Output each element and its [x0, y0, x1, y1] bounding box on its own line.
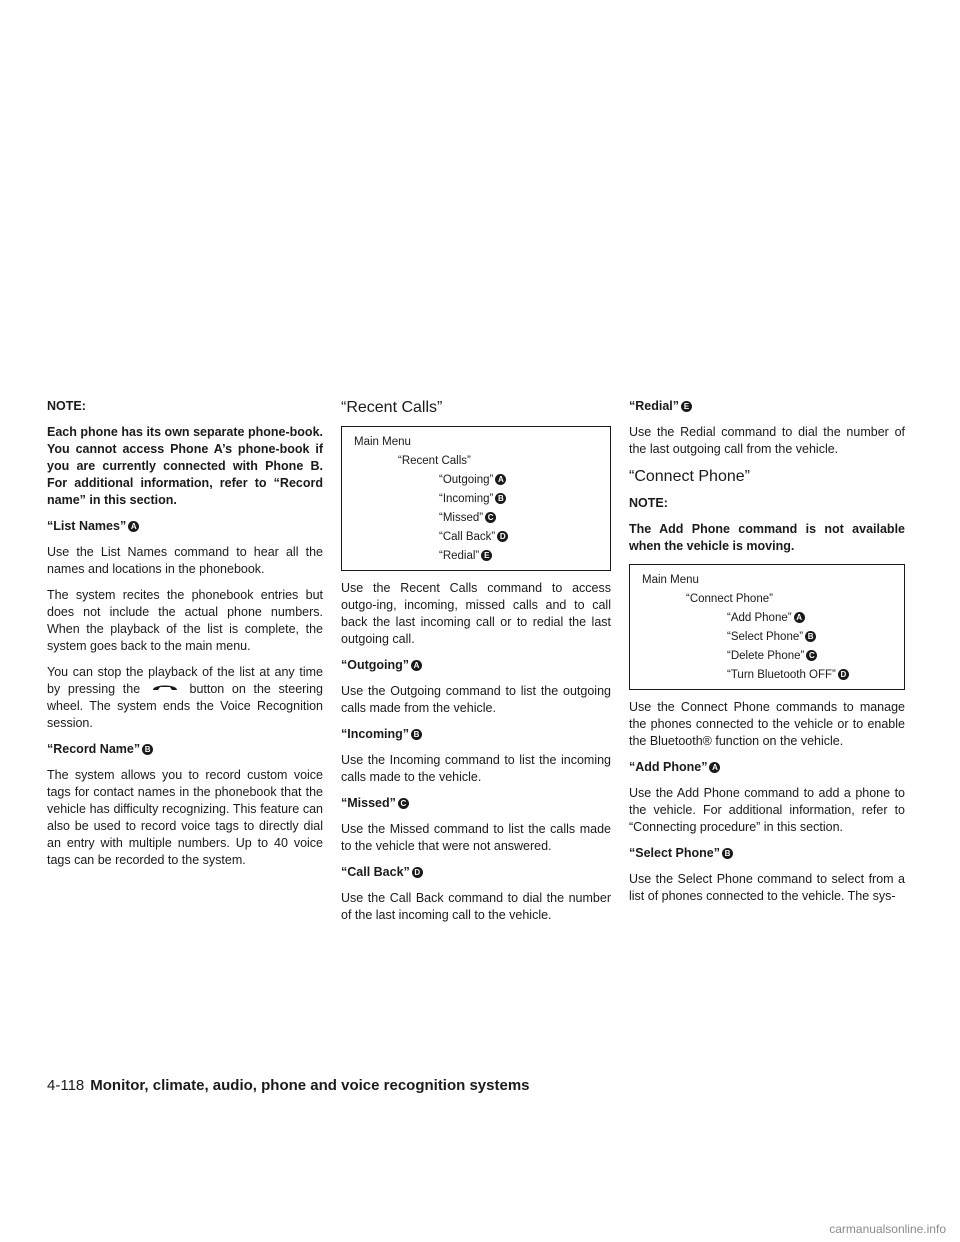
callout-b-icon: B	[722, 848, 733, 859]
list-names-heading: “List Names” A	[47, 518, 323, 535]
callout-a-icon: A	[794, 612, 805, 623]
callout-a-icon: A	[709, 762, 720, 773]
stop-playback-text: You can stop the playback of the list at any time by pressing the button on the steering wheel. The system ends the Voice Recognition session.	[47, 665, 323, 730]
recent-calls-title: “Recent Calls”	[341, 399, 443, 416]
menu-item: “Redial” E	[354, 547, 610, 566]
right-column	[629, 398, 905, 914]
callout-b-icon: B	[805, 631, 816, 642]
left-column	[47, 398, 323, 878]
menu-root: Main Menu	[354, 436, 411, 448]
recent-calls-menu-tree	[341, 426, 611, 571]
record-name-heading: “Record Name” B	[47, 741, 323, 758]
menu-item: “Outgoing” A	[354, 471, 610, 490]
outgoing-desc: Use the Outgoing command to list the outgoing calls made from the vehicle.	[341, 684, 611, 715]
call-back-desc: Use the Call Back command to dial the number of the last incoming call to the vehicle.	[341, 891, 611, 922]
missed-desc: Use the Missed command to list the calls made to the vehicle that were not answered.	[341, 822, 611, 853]
callout-e-icon: E	[481, 550, 492, 561]
add-phone-heading: “Add Phone” A	[629, 759, 905, 776]
page-footer	[47, 1076, 927, 1096]
menu-root: Main Menu	[642, 574, 699, 586]
callout-d-icon: D	[412, 867, 423, 878]
list-names-desc: Use the List Names command to hear all the names and locations in the phonebook.	[47, 545, 323, 576]
note-text: The Add Phone command is not available when the vehicle is moving.	[629, 522, 905, 553]
recent-calls-intro: Use the Recent Calls command to access outgo-ing, incoming, missed calls and to call back the last incoming call or to redial the last outgoing call.	[341, 581, 611, 646]
connect-phone-title: “Connect Phone”	[629, 468, 750, 485]
menu-item: “Add Phone” A	[642, 609, 904, 628]
note-text: Each phone has its own separate phone-book. You cannot access Phone A’s phone-book if you are currently connected with Phone B. For additional information, refer to “Record name” in this section.	[47, 425, 323, 507]
redial-heading: “Redial” E	[629, 398, 905, 415]
callout-d-icon: D	[497, 531, 508, 542]
phone-hang-up-icon	[148, 681, 182, 693]
call-back-heading: “Call Back” D	[341, 864, 611, 881]
menu-sub: “Recent Calls”	[398, 455, 471, 467]
menu-item: “Turn Bluetooth OFF” D	[642, 666, 904, 685]
add-phone-desc: Use the Add Phone command to add a phone to the vehicle. For additional information, refer to “Connecting procedure” in this section.	[629, 786, 905, 834]
note-label: NOTE:	[629, 496, 668, 510]
menu-item: “Missed” C	[354, 509, 610, 528]
chapter-title: Monitor, climate, audio, phone and voice recognition systems	[90, 1077, 530, 1094]
incoming-desc: Use the Incoming command to list the incoming calls made to the vehicle.	[341, 753, 611, 784]
record-name-desc: The system allows you to record custom voice tags for contact names in the phonebook that the vehicle has difficulty recognizing. This feature can also be used to record voice tags to directly dial an entry with multiple numbers. Up to 40 voice tags can be recorded to the system.	[47, 768, 323, 867]
note-label: NOTE:	[47, 399, 86, 413]
callout-e-icon: E	[681, 401, 692, 412]
menu-item: “Incoming” B	[354, 490, 610, 509]
callout-c-icon: C	[806, 650, 817, 661]
callout-d-icon: D	[838, 669, 849, 680]
callout-a-icon: A	[128, 521, 139, 532]
callout-a-icon: A	[411, 660, 422, 671]
menu-item: “Select Phone” B	[642, 628, 904, 647]
incoming-heading: “Incoming” B	[341, 726, 611, 743]
menu-item: “Delete Phone” C	[642, 647, 904, 666]
list-names-playback: The system recites the phonebook entries but does not include the actual phone numbers. When the playback of the list is complete, the system goes back to the main menu.	[47, 588, 323, 653]
callout-b-icon: B	[411, 729, 422, 740]
connect-phone-intro: Use the Connect Phone commands to manage the phones connected to the vehicle or to enable the Bluetooth® function on the vehicle.	[629, 700, 905, 748]
menu-sub: “Connect Phone”	[686, 593, 773, 605]
callout-a-icon: A	[495, 474, 506, 485]
connect-phone-menu-tree	[629, 564, 905, 690]
callout-c-icon: C	[485, 512, 496, 523]
callout-b-icon: B	[142, 744, 153, 755]
missed-heading: “Missed” C	[341, 795, 611, 812]
outgoing-heading: “Outgoing” A	[341, 657, 611, 674]
middle-column	[341, 398, 611, 933]
callout-b-icon: B	[495, 493, 506, 504]
menu-item: “Call Back” D	[354, 528, 610, 547]
select-phone-desc: Use the Select Phone command to select from a list of phones connected to the vehicle. The sys-	[629, 872, 905, 903]
callout-c-icon: C	[398, 798, 409, 809]
page-number: 4-118	[47, 1077, 85, 1094]
select-phone-heading: “Select Phone” B	[629, 845, 905, 862]
watermark: carmanualsonline.info	[829, 1222, 946, 1236]
redial-desc: Use the Redial command to dial the number of the last outgoing call from the vehicle.	[629, 425, 905, 456]
